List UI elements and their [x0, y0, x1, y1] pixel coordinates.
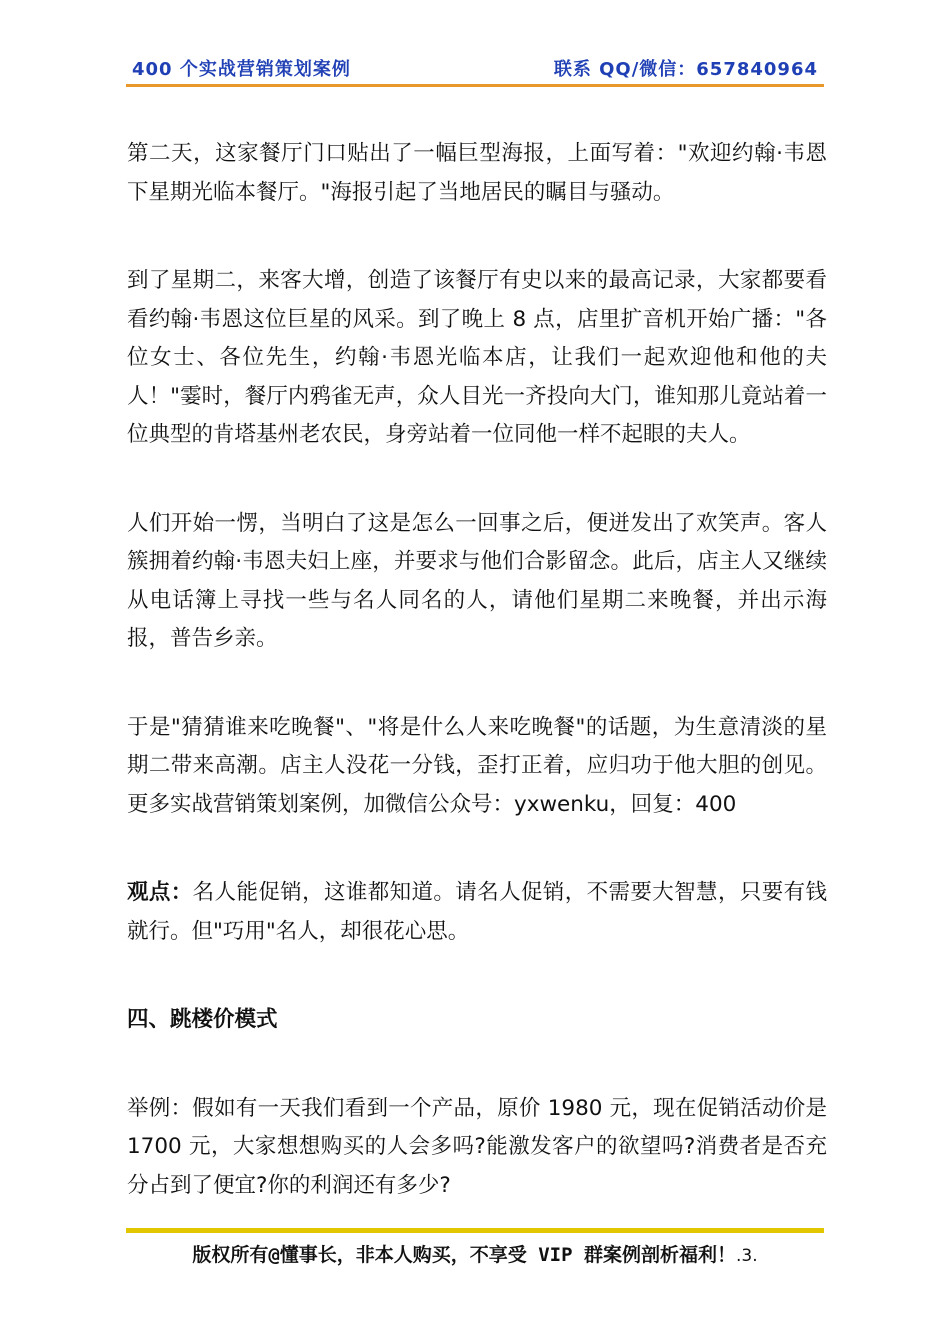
paragraph-4: 于是"猜猜谁来吃晚餐"、"将是什么人来吃晚餐"的话题，为生意清淡的星期二带来高潮。店主人没花一分钱，歪打正着，应归功于他大胆的创见。更多实战营销策划案例，加微信公众号：yxwenku，回复：400	[127, 714, 827, 817]
header-contact: 联系 QQ/微信：657840964	[553, 59, 818, 80]
footer-copyright: 版权所有@懂事长，非本人购买，不享受 VIP 群案例剖析福利！	[192, 1244, 736, 1266]
page-number: .3.	[736, 1246, 758, 1266]
paragraph-3: 人们开始一愣，当明白了这是怎么一回事之后，便迸发出了欢笑声。客人簇拥着约翰·韦恩夫妇上座，并要求与他们合影留念。此后，店主人又继续从电话簿上寻找一些与名人同名的人，请他们星期二来晚餐，并出示海报，普告乡亲。	[127, 510, 827, 651]
section-heading: 四、跳楼价模式	[127, 1007, 278, 1032]
page-footer	[126, 1240, 824, 1267]
header-title: 400 个实战营销策划案例	[132, 59, 351, 80]
paragraph-1: 第二天，这家餐厅门口贴出了一幅巨型海报，上面写着："欢迎约翰·韦恩下星期光临本餐厅。"海报引起了当地居民的瞩目与骚动。	[127, 141, 827, 205]
document-body	[127, 135, 827, 1255]
footer-divider	[126, 1228, 824, 1233]
example-paragraph: 举例：假如有一天我们看到一个产品，原价 1980 元，现在促销活动价是 1700 元，大家想想购买的人会多吗?能激发客户的欲望吗?消费者是否充分占到了便宜?你的利润还有多少?	[127, 1095, 827, 1198]
viewpoint-label: 观点：	[127, 880, 193, 905]
paragraph-2: 到了星期二，来客大增，创造了该餐厅有史以来的最高记录，大家都要看看约翰·韦恩这位巨星的风采。到了晚上 8 点，店里扩音机开始广播："各位女士、各位先生，约翰·韦恩光临本店，让我们一起欢迎他和他的夫人！"霎时，餐厅内鸦雀无声，众人目光一齐投向大门，谁知那儿竟站着一位典型的肯塔基州老农民，身旁站着一位同他一样不起眼的夫人。	[127, 268, 827, 447]
page-header	[126, 52, 824, 82]
viewpoint-text: 名人能促销，这谁都知道。请名人促销，不需要大智慧，只要有钱就行。但"巧用"名人，却很花心思。	[127, 880, 827, 944]
header-divider	[126, 84, 824, 87]
viewpoint-paragraph	[127, 874, 827, 951]
